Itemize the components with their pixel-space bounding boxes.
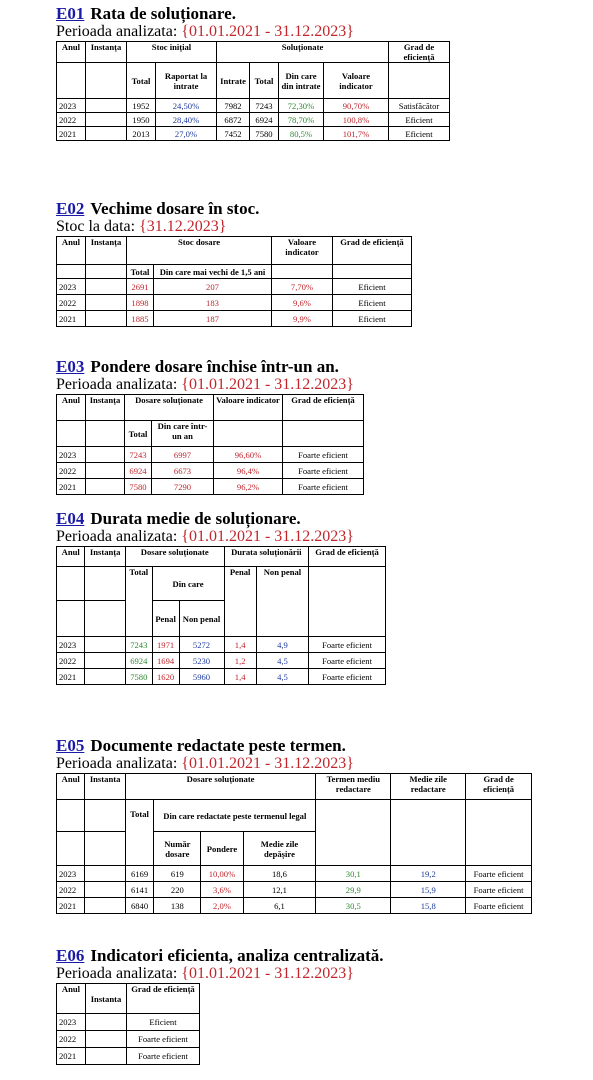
table-e03 [56,394,364,495]
col-anul: Anul [57,42,86,63]
sub-intrate: Intrate [217,63,250,99]
table-row: 2023 Eficient [57,1014,200,1031]
col-durata: Durata soluționării [224,547,309,567]
table-row: 2021 6840 138 2,0% 6,1 30,5 15,8 Foarte eficient [57,898,532,914]
sub-durata-penal: Penal [224,567,256,637]
col-termen: Termen mediu redactare [316,774,391,800]
sub-total-sol: Total [250,63,279,99]
period-value: {31.12.2023} [139,218,227,235]
col-stoc-initial: Stoc inițial [127,42,217,63]
table-row: 2022 6924 1694 5230 1,2 4,5 Foarte eficient [57,653,386,669]
period-label: Perioada analizata: [56,23,178,40]
col-instanta: Instanța [86,237,127,265]
period-value: {01.01.2021 - 31.12.2023} [181,23,354,40]
col-anul: Anul [57,547,85,567]
col-grad: Grad de eficiență [389,42,450,63]
col-grad: Grad de eficiență [127,984,200,1014]
table-e06 [56,983,200,1065]
sub-din-care: Din care mai vechi de 1,5 ani [154,265,272,279]
section-title: Indicatori eficienta, analiza centralizată. [90,946,384,965]
section-code-link[interactable]: E05 [56,736,85,755]
col-instanta: Instanta [85,774,125,800]
col-instanta: Instanța [86,42,127,63]
col-medie: Medie zile redactare [391,774,466,800]
sub-pondere: Pondere [201,832,243,866]
col-anul: Anul [57,984,86,1014]
section-heading [56,357,364,376]
col-instanta: Instanta [86,984,127,1014]
col-anul: Anul [57,237,86,265]
section-code-link[interactable]: E04 [56,509,85,528]
sub-medie-dep: Medie zile depășire [243,832,316,866]
table-row: 2021 Foarte eficient [57,1048,200,1065]
period-value: {01.01.2021 - 31.12.2023} [181,965,354,982]
col-valoare: Valoare indicator [214,395,283,421]
table-row: 2022 6141 220 3,6% 12,1 29,9 15,9 Foarte eficient [57,882,532,898]
section-title: Pondere dosare închise într-un an. [90,357,339,376]
section-heading [56,736,532,755]
sub-din-care: Din care redactate peste termenul legal [154,800,316,832]
table-row: 2021 7580 1620 5960 1,4 4,5 Foarte eficient [57,669,386,685]
col-grad: Grad de eficiență [283,395,364,421]
section-e04 [56,509,386,685]
period-value: {01.01.2021 - 31.12.2023} [181,376,354,393]
sub-total: Total [125,800,153,866]
table-row: 2023 2691 207 7,70% Eficient [57,279,412,295]
period-label: Stoc la data: [56,218,136,235]
table-row: 2022 Foarte eficient [57,1031,200,1048]
sub-valoare: Valoare indicator [324,63,389,99]
period-line [56,965,384,983]
table-e01 [56,41,450,141]
period-value: {01.01.2021 - 31.12.2023} [181,528,354,545]
table-e05 [56,773,532,914]
col-anul: Anul [57,395,86,421]
period-label: Perioada analizata: [56,528,178,545]
period-line [56,218,412,236]
col-dosare: Dosare soluționate [125,774,316,800]
section-e01 [56,4,450,141]
period-label: Perioada analizata: [56,376,178,393]
table-row: 2022 1950 28,40% 6872 6924 78,70% 100,8% Eficient [57,113,450,127]
table-row: 2022 1898 183 9,6% Eficient [57,295,412,311]
section-e03 [56,357,364,495]
section-code-link[interactable]: E01 [56,4,85,23]
sub-total: Total [127,265,154,279]
period-line [56,23,450,41]
period-value: {01.01.2021 - 31.12.2023} [181,755,354,772]
sub-penal: Penal [152,601,179,637]
col-valoare: Valoare indicator [272,237,333,265]
section-code-link[interactable]: E03 [56,357,85,376]
sub-durata-non-penal: Non penal [256,567,308,637]
table-row: 2023 7243 1971 5272 1,4 4,9 Foarte eficient [57,637,386,653]
section-heading [56,4,450,23]
table-row: 2021 2013 27,0% 7452 7580 80,5% 101,7% Eficient [57,127,450,141]
col-instanta: Instanța [86,395,125,421]
section-e05 [56,736,532,914]
col-dosare: Dosare soluționate [125,395,214,421]
sub-total: Total [125,567,152,637]
period-label: Perioada analizata: [56,965,178,982]
table-row: 2021 1885 187 9,9% Eficient [57,311,412,327]
period-label: Perioada analizata: [56,755,178,772]
sub-din-care: Din care din intrate [279,63,324,99]
sub-raportat: Raportat la intrate [156,63,217,99]
sub-numar: Număr dosare [154,832,201,866]
col-dosare: Dosare soluționate [125,547,224,567]
section-title: Documente redactate peste termen. [90,736,346,755]
sub-non-penal: Non penal [179,601,224,637]
section-e06 [56,946,384,1065]
table-e04 [56,546,386,685]
col-grad: Grad de eficiență [309,547,386,567]
period-line [56,528,386,546]
table-row: 2023 6169 619 10,00% 18,6 30,1 19,2 Foarte eficient [57,866,532,882]
period-line [56,755,532,773]
col-grad: Grad de eficiență [333,237,412,265]
table-row: 2023 7243 6997 96,60% Foarte eficient [57,447,364,463]
sub-din-care: Din care într-un an [152,421,214,447]
sub-total: Total [127,63,156,99]
col-stoc: Stoc dosare [127,237,272,265]
table-row: 2022 6924 6673 96,4% Foarte eficient [57,463,364,479]
section-heading [56,509,386,528]
sub-total: Total [125,421,152,447]
col-grad: Grad de eficiență [466,774,532,800]
section-title: Rata de soluționare. [90,4,236,23]
section-heading [56,946,384,965]
period-line [56,376,364,394]
table-row: 2021 7580 7290 96,2% Foarte eficient [57,479,364,495]
sub-din-care: Din care [152,567,224,601]
table-e02 [56,236,412,327]
col-anul: Anul [57,774,85,800]
section-heading [56,199,412,218]
table-row: 2023 1952 24,50% 7982 7243 72,30% 90,70% Satisfăcător [57,99,450,113]
section-title: Vechime dosare în stoc. [90,199,260,218]
section-title: Durata medie de soluționare. [90,509,301,528]
section-code-link[interactable]: E06 [56,946,85,965]
col-solutionate: Soluționate [217,42,389,63]
section-code-link[interactable]: E02 [56,199,85,218]
col-instanta: Instanța [85,547,126,567]
section-e02 [56,199,412,327]
